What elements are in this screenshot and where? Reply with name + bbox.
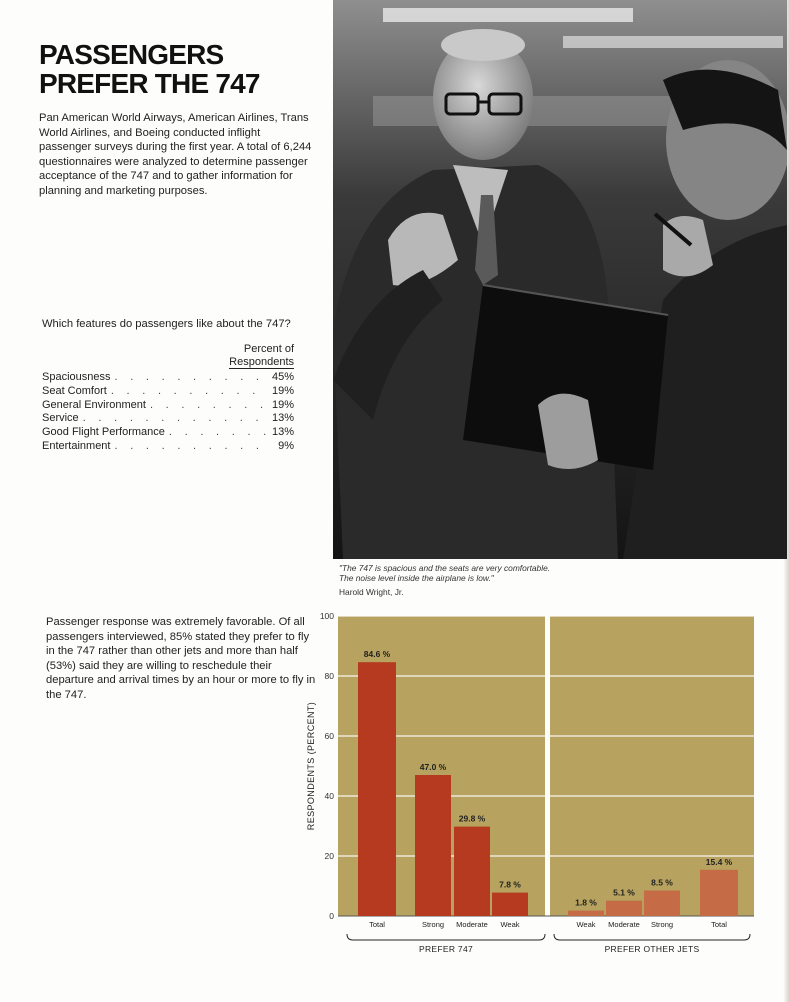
feature-label: Seat Comfort [42, 384, 107, 397]
group-label: PREFER OTHER JETS [604, 944, 700, 954]
group-bracket [554, 934, 750, 940]
page-title: PASSENGERS PREFER THE 747 [39, 39, 260, 99]
feature-percent: 19% [271, 384, 294, 397]
bar-strong [415, 775, 451, 916]
column-header-line-1: Percent of [243, 343, 294, 355]
feature-label: Spaciousness [42, 371, 111, 383]
features-question: Which features do passengers like about the 747? [42, 318, 291, 330]
x-tick-label: Weak [500, 920, 520, 929]
feature-percent: 13% [271, 426, 294, 439]
x-tick-label: Moderate [456, 920, 488, 929]
bar-data-label: 7.8 % [499, 879, 521, 890]
bar-weak [492, 893, 528, 916]
caption-quote-line-2: The noise level inside the airplane is low." [339, 573, 494, 583]
group-label: PREFER 747 [418, 944, 474, 954]
y-tick-label: 60 [324, 731, 334, 741]
y-tick-label: 20 [324, 851, 334, 861]
feature-label: Service [42, 412, 79, 425]
bar-data-label: 8.5 % [651, 877, 673, 888]
bar-total [358, 662, 396, 916]
response-paragraph: Passenger response was extremely favorable. Of all passengers interviewed, 85% stated they prefer to fly in the 747 rather than other jets and more than half (53%) said they are willing to reschedule their departure and arrival times by an hour or more to fly in the 747. [46, 616, 316, 701]
leader-dots [107, 385, 268, 399]
feature-row [42, 371, 294, 385]
photo-illustration [333, 0, 787, 559]
leader-dots [111, 371, 269, 385]
bar-data-label: 15.4 % [705, 856, 733, 867]
group-bracket [347, 934, 545, 940]
bar-weak [568, 911, 604, 916]
y-tick-label: 100 [319, 611, 334, 621]
feature-row [42, 385, 294, 399]
bar-data-label: 1.8 % [575, 897, 597, 908]
x-tick-label: Moderate [608, 920, 640, 929]
y-tick-label: 0 [329, 911, 334, 921]
features-list [42, 371, 294, 454]
feature-row [42, 399, 294, 413]
preference-bar-chart [300, 608, 760, 958]
bar-moderate [606, 901, 642, 916]
x-tick-label: Total [369, 920, 385, 929]
caption-quote-line-1: "The 747 is spacious and the seats are very comfortable. [339, 563, 551, 573]
chart-svg [300, 608, 760, 958]
bar-data-label: 84.6 % [363, 649, 391, 660]
bar-total [700, 870, 738, 916]
leader-dots [146, 399, 268, 413]
column-header-line-2: Respondents [229, 355, 294, 368]
features-column-header [215, 343, 294, 368]
feature-label: General Environment [42, 398, 146, 411]
feature-row [42, 412, 294, 426]
y-tick-label: 40 [324, 791, 334, 801]
feature-label: Entertainment [42, 439, 111, 452]
x-tick-label: Strong [421, 920, 445, 929]
bar-strong [644, 891, 680, 917]
feature-percent: 45% [271, 371, 294, 383]
y-tick-label: 80 [324, 671, 334, 681]
bar-data-label: 47.0 % [419, 762, 447, 772]
x-tick-label: Total [711, 920, 727, 929]
caption-attribution: Harold Wright, Jr. [339, 587, 404, 597]
feature-row [42, 426, 294, 440]
intro-paragraph: Pan American World Airways, American Airlines, Trans World Airlines, and Boeing conducted inflight passenger surveys during the first year. A total of 6,244 questionnaires were analyzed to determine passenger acceptance of the 747 and to gather information for planning and marketing purposes. [39, 112, 312, 197]
feature-percent: 19% [271, 398, 294, 411]
x-tick-label: Weak [576, 920, 596, 929]
bar-data-label: 5.1 % [613, 887, 635, 898]
leader-dots [110, 440, 268, 454]
x-tick-label: Strong [650, 920, 674, 929]
bar-moderate [454, 827, 490, 916]
y-axis-label: RESPONDENTS (PERCENT) [306, 701, 316, 831]
photo-caption [339, 563, 659, 597]
leader-dots [79, 412, 268, 426]
feature-percent: 13% [271, 412, 294, 425]
feature-row [42, 440, 294, 454]
leader-dots [165, 426, 268, 440]
interview-photo [333, 0, 787, 559]
feature-label: Good Flight Performance [42, 426, 165, 439]
feature-percent: 9% [278, 439, 294, 452]
bar-data-label: 29.8 % [458, 813, 486, 824]
